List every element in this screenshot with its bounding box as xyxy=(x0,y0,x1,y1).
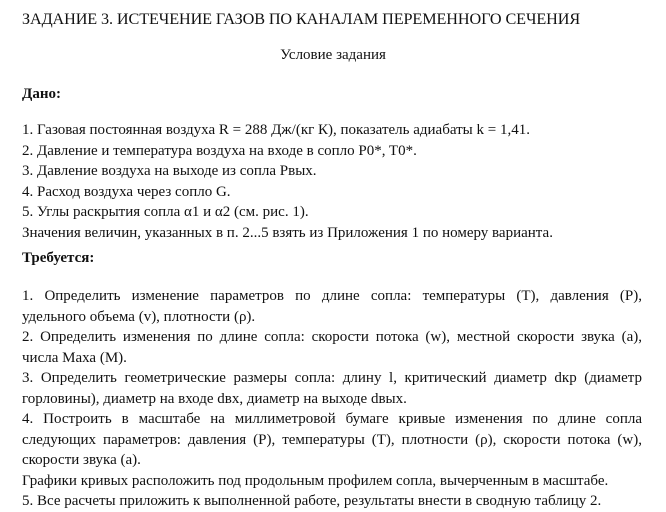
required-heading: Требуется: xyxy=(22,250,95,266)
given-item-2: 2. Давление и температура воздуха на входе в сопло P0*, T0*. xyxy=(22,142,417,159)
required-line-7: 4. Построить в масштабе на миллиметровой бумаге кривые изменения по длине сопла xyxy=(22,411,642,427)
page-title: ЗАДАНИЕ 3. ИСТЕЧЕНИЕ ГАЗОВ ПО КАНАЛАМ ПЕРЕМЕННОГО СЕЧЕНИЯ xyxy=(22,10,581,28)
required-line-5: 3. Определить геометрические размеры сопла: длину l, критический диаметр dкр (диаметр xyxy=(22,370,642,386)
given-heading: Дано: xyxy=(22,86,61,102)
given-item-5: 5. Углы раскрытия сопла α1 и α2 (см. рис. 1). xyxy=(22,204,309,220)
required-line-10: Графики кривых расположить под продольным профилем сопла, вычерченным в масштабе. xyxy=(22,472,609,489)
required-line-3: 2. Определить изменения по длине сопла: скорости потока (w), местной скорости звука (a), xyxy=(22,329,642,345)
required-line-1: 1. Определить изменение параметров по длине сопла: температуры (Т), давления (Р), xyxy=(22,288,642,304)
required-list xyxy=(22,286,642,512)
given-list xyxy=(22,120,642,243)
required-line-9: скорости звука (a). xyxy=(22,452,141,468)
required-line-4: числа Маха (М). xyxy=(22,349,127,366)
given-item-4: 4. Расход воздуха через сопло G. xyxy=(22,183,231,200)
given-item-3: 3. Давление воздуха на выходе из сопла Pвых. xyxy=(22,163,317,179)
given-note: Значения величин, указанных в п. 2...5 взять из Приложения 1 по номеру варианта. xyxy=(22,224,553,241)
required-line-2: удельного объема (v), плотности (ρ). xyxy=(22,308,256,325)
given-item-1: 1. Газовая постоянная воздуха R = 288 Дж/(кг К), показатель адиабаты k = 1,41. xyxy=(22,122,530,138)
section-subtitle: Условие задания xyxy=(280,47,386,63)
required-line-11: 5. Все расчеты приложить к выполненной работе, результаты внести в сводную таблицу 2. xyxy=(22,493,602,509)
required-line-8: следующих параметров: давления (Р), температуры (Т), плотности (ρ), скорости потока (w), xyxy=(22,431,642,448)
required-line-6: горловины), диаметр на входе dвх, диаметр на выходе dвых. xyxy=(22,390,407,407)
